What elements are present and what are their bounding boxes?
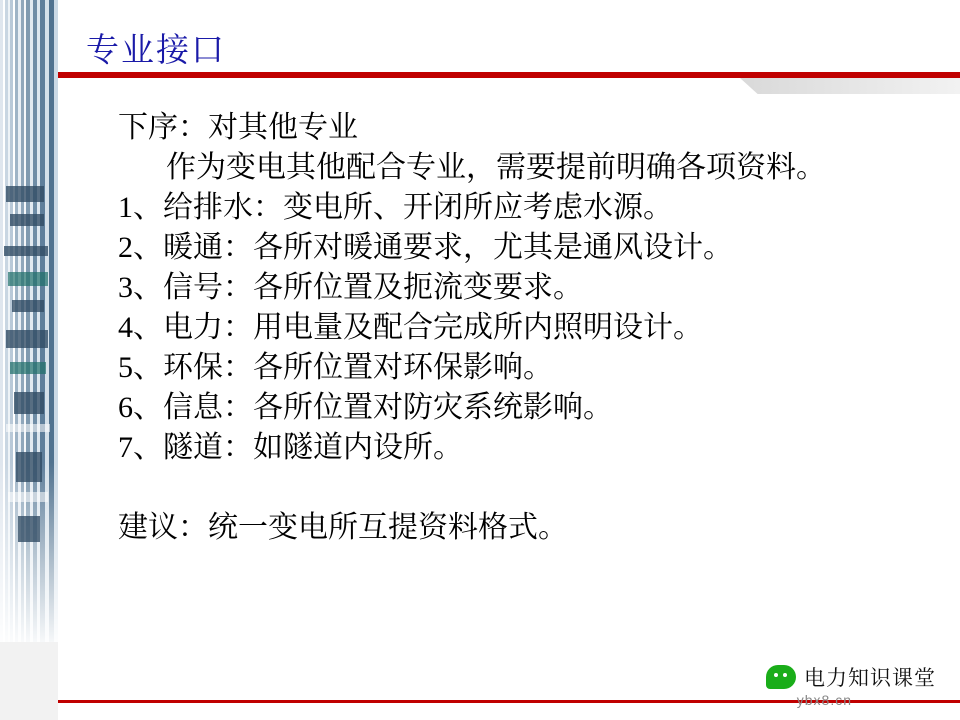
body-line: 建议：统一变电所互提资料格式。: [118, 511, 568, 544]
body-line: 6、信息：各所位置对防灾系统影响。: [118, 391, 613, 424]
watermark-text: ybx8.cn: [796, 692, 852, 708]
body-line: 7、隧道：如隧道内设所。: [118, 431, 463, 464]
title-rule-shadow: [740, 78, 960, 94]
footer-logo-text: 电力知识课堂: [804, 666, 936, 690]
slide-body: [118, 108, 938, 548]
body-line: 3、信号：各所位置及扼流变要求。: [118, 271, 583, 304]
body-spacer: [118, 468, 938, 508]
body-line: 5、环保：各所位置对环保影响。: [118, 351, 553, 384]
title-underline-rule: [58, 72, 960, 78]
body-line: 4、电力：用电量及配合完成所内照明设计。: [118, 311, 703, 344]
body-line: 2、暖通：各所对暖通要求，尤其是通风设计。: [118, 231, 733, 264]
strip-overlay-blocks: [0, 0, 58, 642]
slide-title: 专业接口: [86, 33, 226, 69]
body-line: 1、给排水：变电所、开闭所应考虑水源。: [118, 191, 673, 224]
decorative-left-strip: [0, 0, 58, 720]
wechat-icon: [766, 665, 796, 689]
body-line: 作为变电其他配合专业，需要提前明确各项资料。: [166, 151, 826, 184]
body-line: 下序：对其他专业: [118, 111, 358, 144]
footer-logo: [766, 662, 936, 692]
